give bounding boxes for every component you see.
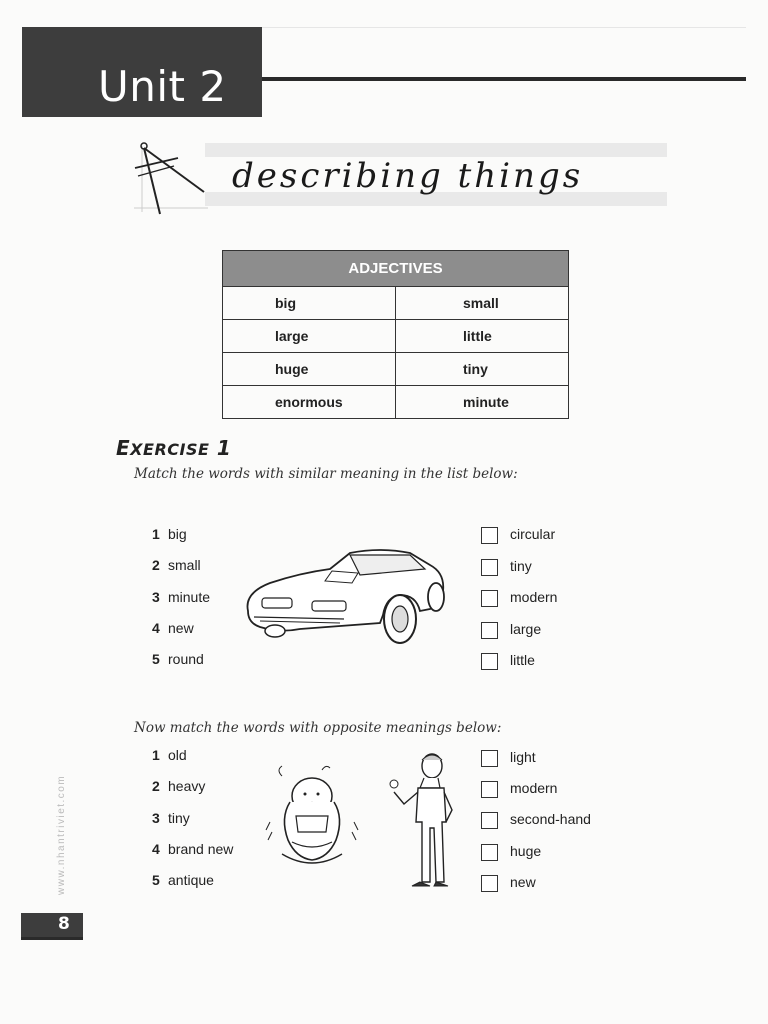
checkbox[interactable] — [481, 559, 498, 576]
side-watermark-url: www.nhantriviet.com — [56, 774, 67, 895]
choice-label: little — [510, 652, 535, 668]
table-row — [223, 386, 569, 419]
header-thin-rule — [262, 27, 746, 28]
adjectives-table — [222, 250, 569, 419]
header-rule — [262, 77, 746, 81]
page-number-box — [21, 913, 83, 937]
choice-item[interactable] — [481, 843, 541, 863]
checkbox[interactable] — [481, 527, 498, 544]
list-item: 3 minute — [152, 589, 211, 605]
list-item: 1 old — [152, 747, 187, 763]
checkbox[interactable] — [481, 590, 498, 607]
choice-item[interactable] — [481, 874, 536, 894]
choice-label: light — [510, 749, 536, 765]
choice-item[interactable] — [481, 780, 557, 800]
table-row — [223, 287, 569, 320]
choice-item[interactable] — [481, 652, 535, 672]
page-number-rule — [21, 937, 83, 940]
choice-item[interactable] — [481, 749, 536, 769]
choice-label: new — [510, 874, 536, 890]
choice-label: huge — [510, 843, 542, 859]
table-cell: big — [223, 287, 396, 320]
choice-label: modern — [510, 780, 558, 796]
list-item: 2 small — [152, 557, 201, 573]
list-item: 1 big — [152, 526, 187, 542]
compass-icon — [130, 138, 210, 218]
checkbox[interactable] — [481, 781, 498, 798]
choice-item[interactable] — [481, 558, 532, 578]
list-item: 3 tiny — [152, 810, 190, 826]
table-cell: huge — [223, 353, 396, 386]
table-cell: minute — [396, 386, 569, 419]
choice-item[interactable] — [481, 811, 591, 831]
choice-label: modern — [510, 589, 558, 605]
choice-label: tiny — [510, 558, 532, 574]
sports-car-illustration — [240, 543, 450, 648]
table-cell: enormous — [223, 386, 396, 419]
unit-title: Unit 2 — [98, 62, 227, 111]
list-item: 5 round — [152, 651, 204, 667]
topic-strip-top — [205, 143, 667, 157]
strong-man-illustration — [262, 762, 362, 880]
table-cell: little — [396, 320, 569, 353]
list-item: 2 heavy — [152, 778, 206, 794]
exercise-instruction-2: Now match the words with opposite meanings below: — [134, 720, 502, 736]
checkbox[interactable] — [481, 750, 498, 767]
checkbox[interactable] — [481, 622, 498, 639]
adjectives-table-header: ADJECTIVES — [223, 251, 569, 287]
table-row — [223, 353, 569, 386]
checkbox[interactable] — [481, 844, 498, 861]
checkbox[interactable] — [481, 653, 498, 670]
choice-item[interactable] — [481, 526, 555, 546]
list-item: 4 new — [152, 620, 194, 636]
table-row — [223, 320, 569, 353]
list-item: 4 brand new — [152, 841, 234, 857]
boy-illustration — [382, 752, 457, 892]
table-cell: tiny — [396, 353, 569, 386]
choice-label: second-hand — [510, 811, 591, 827]
exercise-title: EXERCISE 1 — [116, 436, 232, 460]
checkbox[interactable] — [481, 812, 498, 829]
choice-item[interactable] — [481, 589, 557, 609]
table-cell: small — [396, 287, 569, 320]
choice-item[interactable] — [481, 621, 541, 641]
choice-label: circular — [510, 526, 556, 542]
table-cell: large — [223, 320, 396, 353]
exercise-instruction-1: Match the words with similar meaning in the list below: — [134, 466, 518, 482]
topic-title: describing things — [232, 156, 584, 196]
list-item: 5 antique — [152, 872, 214, 888]
checkbox[interactable] — [481, 875, 498, 892]
page-number: 8 — [58, 914, 70, 934]
choice-label: large — [510, 621, 542, 637]
